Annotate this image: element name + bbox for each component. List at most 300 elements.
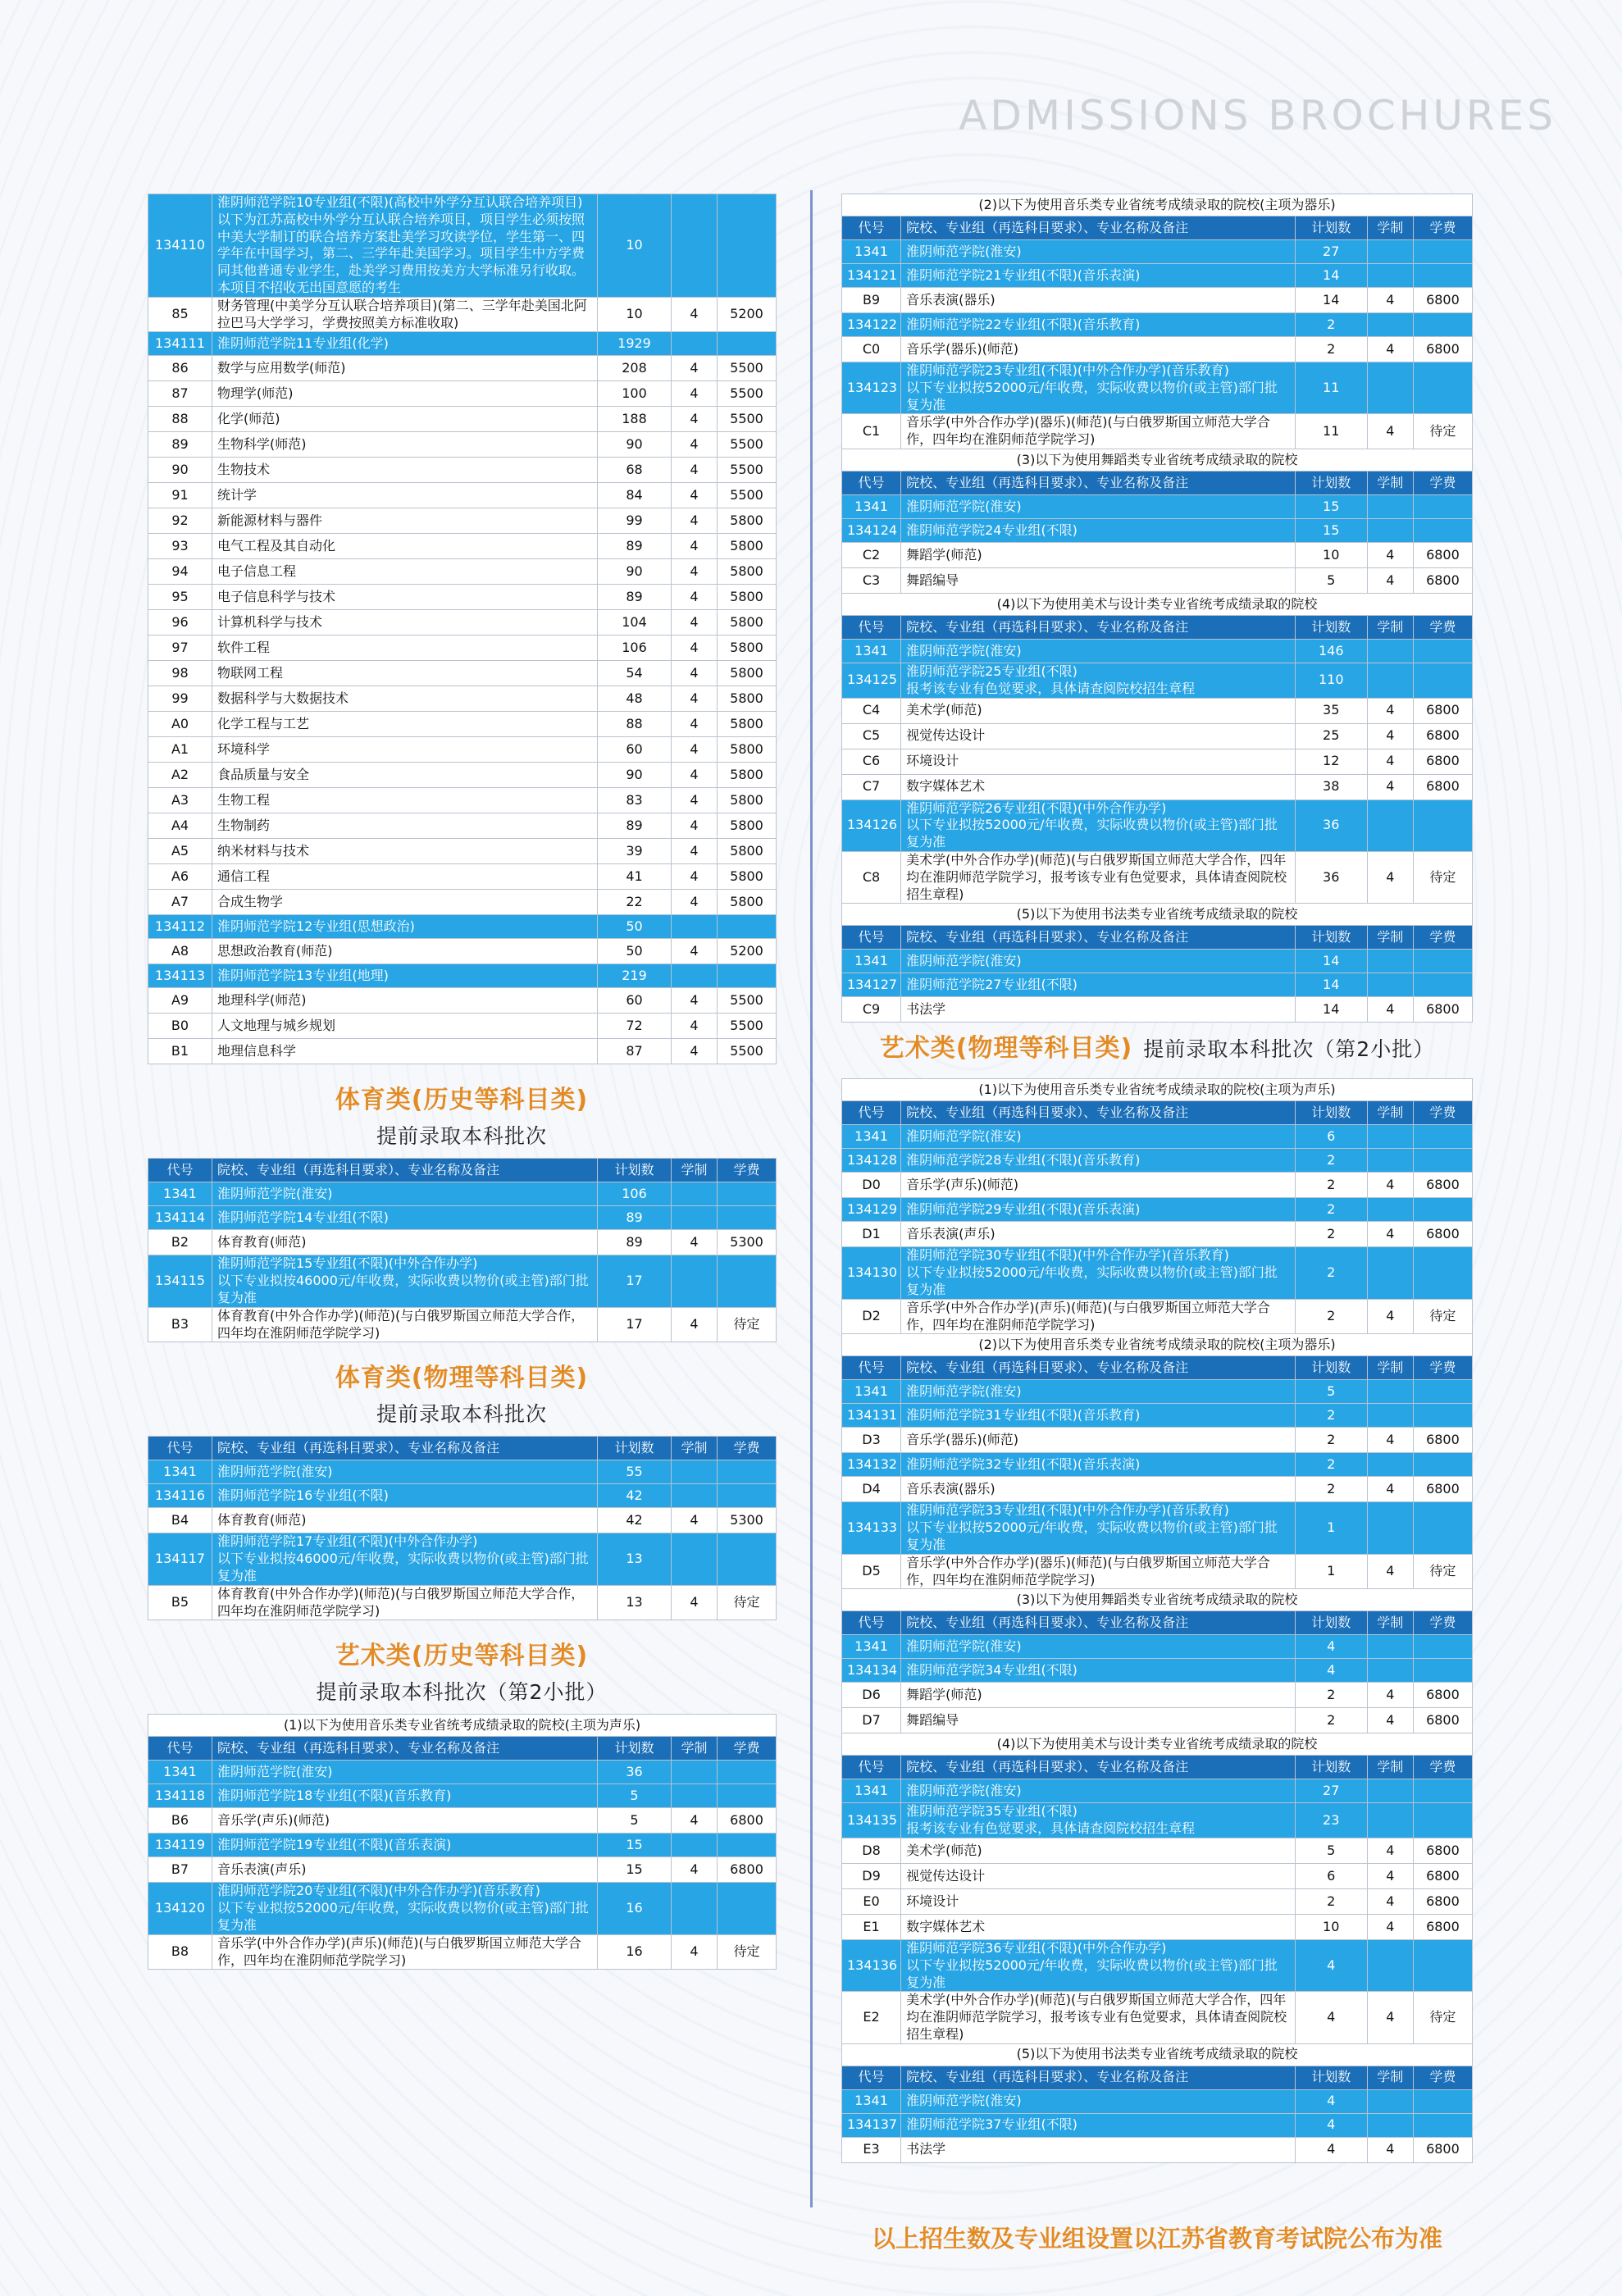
cell-fee: 5800	[718, 737, 777, 763]
cell-fee: 5800	[718, 788, 777, 813]
cell-fee: 6800	[1413, 1888, 1472, 1914]
cell-name: 淮阴师范学院12专业组(思想政治)	[212, 915, 598, 939]
cell-fee: 5300	[718, 1230, 777, 1255]
group-row	[842, 2089, 1473, 2113]
group-row	[842, 1404, 1473, 1428]
cell-years	[1367, 1635, 1413, 1659]
cell-code: 1341	[842, 639, 901, 663]
header-plan: 计划数	[598, 1159, 672, 1182]
major-row	[842, 1992, 1473, 2043]
cell-code: 93	[148, 534, 212, 559]
header-fee: 学费	[1413, 471, 1472, 494]
cell-plan: 89	[598, 813, 672, 839]
cell-code: C8	[842, 851, 901, 903]
group-row	[842, 1635, 1473, 1659]
cell-fee	[1413, 950, 1472, 973]
major-row	[842, 567, 1473, 593]
cell-years: 4	[672, 432, 718, 458]
cell-code: 1341	[148, 1761, 212, 1784]
header-fee: 学费	[1413, 1101, 1472, 1125]
footer-note: 以上招生数及专业组设置以江苏省教育考试院公布为准	[871, 2225, 1442, 2253]
cell-years: 4	[1367, 1299, 1413, 1334]
cell-code: 96	[148, 610, 212, 636]
cell-name: 淮阴师范学院(淮安)	[901, 1380, 1296, 1404]
section-subtitle: 提前录取本科批次	[376, 1402, 547, 1427]
major-row	[842, 774, 1473, 800]
group-row	[148, 332, 777, 356]
cell-name: 淮阴师范学院20专业组(不限)(中外合作办学)(音乐教育) 以下专业拟按52000元/年收费，实际收费以物价(或主管)部门批复为准	[212, 1883, 598, 1934]
group-row	[842, 1502, 1473, 1554]
cell-fee	[1413, 1635, 1472, 1659]
cell-years: 4	[672, 381, 718, 407]
header-code: 代号	[842, 471, 901, 494]
cell-name: 视觉传达设计	[901, 723, 1296, 749]
cell-fee	[1413, 1803, 1472, 1838]
admissions-table-art-history	[148, 1714, 777, 1970]
table-section-row	[842, 1334, 1473, 1356]
cell-code: 1341	[842, 1125, 901, 1149]
group-row	[842, 1198, 1473, 1222]
header-name: 院校、专业组（再选科目要求）、专业名称及备注	[901, 926, 1296, 950]
cell-code: 1341	[148, 1182, 212, 1206]
header-plan: 计划数	[1295, 216, 1367, 240]
cell-code: C4	[842, 698, 901, 723]
cell-years	[1367, 362, 1413, 414]
cell-plan: 208	[598, 356, 672, 381]
cell-plan: 6	[1295, 1863, 1367, 1888]
cell-code: B1	[148, 1039, 212, 1064]
major-row	[842, 337, 1473, 362]
group-row	[148, 1206, 777, 1230]
cell-code: D6	[842, 1683, 901, 1708]
cell-code: B6	[148, 1808, 212, 1834]
cell-fee	[718, 915, 777, 939]
header-code: 代号	[148, 1437, 212, 1460]
header-plan: 计划数	[1295, 1101, 1367, 1125]
cell-code: B0	[148, 1014, 212, 1039]
cell-code: 134135	[842, 1803, 901, 1838]
cell-plan: 60	[598, 737, 672, 763]
header-years: 学制	[1367, 1356, 1413, 1380]
cell-years	[672, 332, 718, 356]
cell-plan: 2	[1295, 313, 1367, 337]
cell-name: 音乐表演(器乐)	[901, 1477, 1296, 1502]
cell-plan: 4	[1295, 1992, 1367, 2043]
cell-years	[672, 1834, 718, 1857]
cell-years	[1367, 1404, 1413, 1428]
cell-plan: 10	[598, 297, 672, 332]
art-physics-heading	[841, 1027, 1473, 1064]
cell-fee	[1413, 1453, 1472, 1477]
header-plan: 计划数	[1295, 926, 1367, 950]
cell-years: 4	[672, 1307, 718, 1342]
cell-fee	[1413, 1247, 1472, 1299]
cell-years	[1367, 240, 1413, 264]
header-code: 代号	[842, 615, 901, 639]
cell-fee: 5800	[718, 839, 777, 864]
cell-years: 4	[1367, 567, 1413, 593]
header-plan: 计划数	[1295, 2066, 1367, 2089]
group-row	[842, 1125, 1473, 1149]
cell-years	[1367, 973, 1413, 997]
cell-code: 97	[148, 636, 212, 661]
major-row	[842, 1477, 1473, 1502]
cell-fee: 待定	[718, 1934, 777, 1970]
cell-code: B9	[842, 288, 901, 313]
cell-years	[1367, 2113, 1413, 2137]
cell-name: 地理科学(师范)	[212, 988, 598, 1014]
cell-code: C2	[842, 542, 901, 567]
cell-years: 4	[1367, 1863, 1413, 1888]
cell-fee	[718, 1883, 777, 1934]
header-name: 院校、专业组（再选科目要求）、专业名称及备注	[212, 1159, 598, 1182]
cell-code: C7	[842, 774, 901, 800]
cell-plan: 15	[1295, 494, 1367, 518]
table-header-row	[148, 1437, 777, 1460]
cell-name: 生物制药	[212, 813, 598, 839]
admissions-table-main	[148, 194, 777, 1064]
cell-years	[672, 1255, 718, 1307]
header-fee: 学费	[1413, 1356, 1472, 1380]
cell-name: 淮阴师范学院30专业组(不限)(中外合作办学)(音乐教育) 以下专业拟按52000元/年收费，实际收费以物价(或主管)部门批复为准	[901, 1247, 1296, 1299]
cell-fee: 5800	[718, 890, 777, 915]
cell-code: 134118	[148, 1784, 212, 1808]
header-plan: 计划数	[1295, 1356, 1367, 1380]
major-row	[148, 1508, 777, 1533]
cell-name: 电气工程及其自动化	[212, 534, 598, 559]
major-row	[148, 839, 777, 864]
cell-plan: 4	[1295, 1939, 1367, 1991]
cell-plan: 14	[1295, 950, 1367, 973]
cell-code: 1341	[842, 950, 901, 973]
header-name: 院校、专业组（再选科目要求）、专业名称及备注	[901, 1101, 1296, 1125]
cell-code: 134124	[842, 518, 901, 542]
cell-code: 134129	[842, 1198, 901, 1222]
cell-name: 淮阴师范学院27专业组(不限)	[901, 973, 1296, 997]
cell-code: E3	[842, 2137, 901, 2162]
cell-years	[672, 1761, 718, 1784]
cell-plan: 2	[1295, 1683, 1367, 1708]
cell-name: 音乐表演(器乐)	[901, 288, 1296, 313]
cell-code: A5	[148, 839, 212, 864]
cell-plan: 48	[598, 686, 672, 712]
group-row	[148, 1182, 777, 1206]
cell-name: 淮阴师范学院22专业组(不限)(音乐教育)	[901, 313, 1296, 337]
cell-years: 4	[672, 712, 718, 737]
cell-plan: 2	[1295, 1173, 1367, 1198]
major-row	[148, 407, 777, 432]
major-row	[148, 737, 777, 763]
cell-fee	[1413, 264, 1472, 288]
cell-fee	[718, 1533, 777, 1585]
major-row	[148, 661, 777, 686]
header-fee: 学费	[1413, 216, 1472, 240]
cell-years: 4	[672, 1808, 718, 1834]
cell-plan: 1929	[598, 332, 672, 356]
cell-code: 134120	[148, 1883, 212, 1934]
section-title: 艺术类(历史等科目类)	[335, 1642, 589, 1671]
admissions-table-pe-physics	[148, 1436, 777, 1620]
cell-plan: 38	[1295, 774, 1367, 800]
table-header-row	[842, 1611, 1473, 1635]
cell-fee	[1413, 973, 1472, 997]
cell-plan: 54	[598, 661, 672, 686]
cell-plan: 2	[1295, 1708, 1367, 1733]
header-years: 学制	[1367, 1101, 1413, 1125]
cell-code: C3	[842, 567, 901, 593]
major-row	[148, 988, 777, 1014]
group-row	[842, 2113, 1473, 2137]
major-row	[148, 1307, 777, 1342]
cell-code: D4	[842, 1477, 901, 1502]
header-fee: 学费	[718, 1437, 777, 1460]
cell-plan: 36	[598, 1761, 672, 1784]
cell-years: 4	[672, 813, 718, 839]
cell-plan: 39	[598, 839, 672, 864]
cell-fee: 5800	[718, 559, 777, 585]
major-row	[842, 1863, 1473, 1888]
cell-fee: 待定	[1413, 1992, 1472, 2043]
cell-plan: 12	[1295, 749, 1367, 774]
cell-code: D0	[842, 1173, 901, 1198]
cell-years: 4	[672, 458, 718, 483]
cell-name: 新能源材料与器件	[212, 508, 598, 534]
cell-name: 美术学(师范)	[901, 698, 1296, 723]
major-row	[842, 1428, 1473, 1453]
cell-years	[1367, 663, 1413, 698]
cell-plan: 14	[1295, 997, 1367, 1023]
cell-fee	[1413, 1380, 1472, 1404]
header-years: 学制	[1367, 216, 1413, 240]
cell-plan: 5	[1295, 1838, 1367, 1863]
header-code: 代号	[148, 1159, 212, 1182]
cell-fee	[718, 1484, 777, 1508]
cell-plan: 4	[1295, 1635, 1367, 1659]
section-subtitle: 提前录取本科批次	[376, 1124, 547, 1149]
header-name: 院校、专业组（再选科目要求）、专业名称及备注	[212, 1437, 598, 1460]
cell-name: 生物科学(师范)	[212, 432, 598, 458]
major-row	[842, 542, 1473, 567]
cell-fee: 5500	[718, 1014, 777, 1039]
cell-name: 物理学(师范)	[212, 381, 598, 407]
cell-code: 134116	[148, 1484, 212, 1508]
major-row	[148, 1808, 777, 1834]
group-row	[148, 915, 777, 939]
cell-code: 95	[148, 585, 212, 610]
cell-code: 134123	[842, 362, 901, 414]
cell-code: 134117	[148, 1533, 212, 1585]
cell-name: 淮阴师范学院15专业组(不限)(中外合作办学) 以下专业拟按46000元/年收费，实际收费以物价(或主管)部门批复为准	[212, 1255, 598, 1307]
cell-years	[1367, 1939, 1413, 1991]
cell-code: 1341	[842, 1635, 901, 1659]
admissions-table-pe-history	[148, 1158, 777, 1342]
cell-fee: 6800	[1413, 2137, 1472, 2162]
header-years: 学制	[672, 1159, 718, 1182]
cell-years	[1367, 1125, 1413, 1149]
table-section-row	[842, 1589, 1473, 1611]
cell-name: 音乐学(中外合作办学)(声乐)(师范)(与白俄罗斯国立师范大学合作，四年均在淮阴师范学院学习)	[901, 1299, 1296, 1334]
cell-name: 淮阴师范学院13专业组(地理)	[212, 964, 598, 988]
cell-plan: 25	[1295, 723, 1367, 749]
cell-fee: 5800	[718, 585, 777, 610]
cell-plan: 15	[598, 1857, 672, 1883]
cell-code: 85	[148, 297, 212, 332]
cell-plan: 42	[598, 1484, 672, 1508]
cell-fee: 5800	[718, 712, 777, 737]
table-header-row	[842, 216, 1473, 240]
section-title: 体育类(历史等科目类)	[335, 1086, 589, 1115]
cell-name: 体育教育(中外合作办学)(师范)(与白俄罗斯国立师范大学合作，四年均在淮阴师范学院学习)	[212, 1585, 598, 1620]
cell-name: 淮阴师范学院14专业组(不限)	[212, 1206, 598, 1230]
cell-plan: 10	[1295, 1914, 1367, 1939]
major-row	[148, 813, 777, 839]
cell-plan: 219	[598, 964, 672, 988]
cell-code: C9	[842, 997, 901, 1023]
group-row	[842, 973, 1473, 997]
major-row	[148, 356, 777, 381]
major-row	[148, 508, 777, 534]
cell-name: 淮阴师范学院19专业组(不限)(音乐表演)	[212, 1834, 598, 1857]
cell-code: 134133	[842, 1502, 901, 1554]
cell-plan: 11	[1295, 414, 1367, 449]
cell-name: 舞蹈编导	[901, 1708, 1296, 1733]
cell-code: 134134	[842, 1659, 901, 1683]
cell-fee	[1413, 1502, 1472, 1554]
major-row	[148, 890, 777, 915]
header-fee: 学费	[718, 1159, 777, 1182]
cell-fee: 5800	[718, 864, 777, 890]
cell-code: C1	[842, 414, 901, 449]
cell-years: 4	[1367, 1992, 1413, 2043]
cell-name: 书法学	[901, 2137, 1296, 2162]
cell-name: 淮阴师范学院(淮安)	[212, 1182, 598, 1206]
cell-years: 4	[1367, 1222, 1413, 1247]
cell-name: 舞蹈学(师范)	[901, 542, 1296, 567]
cell-code: 94	[148, 559, 212, 585]
header-name: 院校、专业组（再选科目要求）、专业名称及备注	[901, 1611, 1296, 1635]
major-row	[148, 939, 777, 964]
cell-name: 统计学	[212, 483, 598, 508]
cell-years	[672, 1182, 718, 1206]
cell-name: 电子信息科学与技术	[212, 585, 598, 610]
header-plan: 计划数	[1295, 615, 1367, 639]
table-section-row	[842, 2043, 1473, 2066]
table-section-row	[148, 1715, 777, 1737]
major-row	[148, 483, 777, 508]
table-header-row	[148, 1737, 777, 1761]
cell-name: 地理信息科学	[212, 1039, 598, 1064]
cell-plan: 104	[598, 610, 672, 636]
major-row	[148, 1857, 777, 1883]
cell-fee	[718, 194, 777, 298]
cell-years: 4	[672, 839, 718, 864]
group-row	[842, 362, 1473, 414]
group-row	[842, 1380, 1473, 1404]
cell-name: 淮阴师范学院28专业组(不限)(音乐教育)	[901, 1149, 1296, 1173]
cell-fee	[718, 1834, 777, 1857]
cell-code: A2	[148, 763, 212, 788]
cell-years: 4	[1367, 1554, 1413, 1589]
cell-name: 音乐学(中外合作办学)(器乐)(师范)(与白俄罗斯国立师范大学合作，四年均在淮阴师范学院学习)	[901, 1554, 1296, 1589]
cell-fee	[718, 964, 777, 988]
header-code: 代号	[842, 1356, 901, 1380]
cell-name: 音乐表演(声乐)	[901, 1222, 1296, 1247]
cell-plan: 106	[598, 1182, 672, 1206]
group-row	[842, 950, 1473, 973]
cell-years	[1367, 950, 1413, 973]
cell-years	[1367, 1380, 1413, 1404]
header-code: 代号	[842, 2066, 901, 2089]
cell-code: 1341	[842, 240, 901, 264]
cell-name: 舞蹈编导	[901, 567, 1296, 593]
cell-plan: 106	[598, 636, 672, 661]
cell-years	[1367, 1198, 1413, 1222]
cell-fee: 5500	[718, 458, 777, 483]
cell-years: 4	[672, 407, 718, 432]
cell-plan: 68	[598, 458, 672, 483]
major-row	[148, 1039, 777, 1064]
cell-fee	[1413, 663, 1472, 698]
cell-plan: 146	[1295, 639, 1367, 663]
cell-years: 4	[672, 864, 718, 890]
cell-code: 88	[148, 407, 212, 432]
group-row	[842, 264, 1473, 288]
cell-plan: 60	[598, 988, 672, 1014]
table-section-row	[842, 194, 1473, 216]
cell-code: D2	[842, 1299, 901, 1334]
cell-plan: 11	[1295, 362, 1367, 414]
cell-plan: 4	[1295, 2113, 1367, 2137]
major-row	[842, 1299, 1473, 1334]
cell-code: 1341	[842, 494, 901, 518]
cell-code: 134112	[148, 915, 212, 939]
cell-years: 4	[672, 1039, 718, 1064]
cell-code: 134126	[842, 800, 901, 851]
cell-years	[672, 1784, 718, 1808]
header-years: 学制	[1367, 471, 1413, 494]
cell-years	[672, 194, 718, 298]
table-header-row	[842, 1101, 1473, 1125]
cell-fee: 5200	[718, 297, 777, 332]
major-row	[148, 432, 777, 458]
cell-years: 4	[1367, 1173, 1413, 1198]
cell-years	[1367, 1803, 1413, 1838]
cell-plan: 2	[1295, 1453, 1367, 1477]
cell-plan: 42	[598, 1508, 672, 1533]
cell-fee: 6800	[1413, 1222, 1472, 1247]
group-row	[148, 1784, 777, 1808]
section-caption: (2)以下为使用音乐类专业省统考成绩录取的院校(主项为器乐)	[842, 1334, 1473, 1356]
cell-years: 4	[1367, 1888, 1413, 1914]
cell-code: A0	[148, 712, 212, 737]
cell-fee: 5500	[718, 381, 777, 407]
cell-years	[1367, 1779, 1413, 1803]
cell-name: 淮阴师范学院(淮安)	[212, 1761, 598, 1784]
cell-years	[1367, 639, 1413, 663]
cell-plan: 36	[1295, 800, 1367, 851]
cell-fee	[1413, 313, 1472, 337]
cell-code: B2	[148, 1230, 212, 1255]
cell-fee	[1413, 1149, 1472, 1173]
cell-code: 134131	[842, 1404, 901, 1428]
header-years: 学制	[1367, 1611, 1413, 1635]
cell-code: D3	[842, 1428, 901, 1453]
cell-fee: 待定	[1413, 1554, 1472, 1589]
cell-name: 物联网工程	[212, 661, 598, 686]
cell-plan: 188	[598, 407, 672, 432]
cell-years	[1367, 264, 1413, 288]
cell-years: 4	[1367, 1838, 1413, 1863]
